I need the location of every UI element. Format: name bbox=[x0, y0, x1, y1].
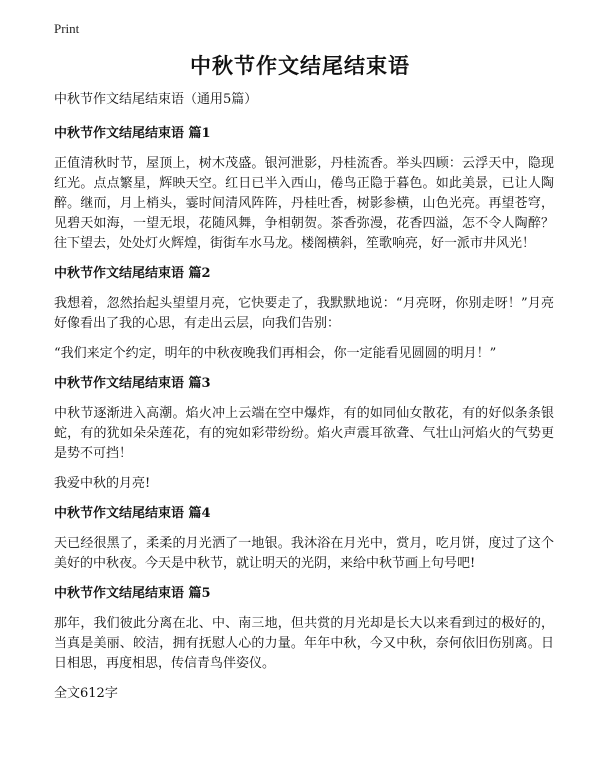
section-heading: 中秋节作文结尾结束语 篇2 bbox=[54, 266, 211, 281]
paragraph: 我爱中秋的月亮! bbox=[54, 476, 151, 491]
section-1 bbox=[54, 124, 554, 254]
paragraph: 正值清秋时节，屋顶上，树木茂盛。银河泄影，丹桂流香。举头四顾：云浮天中，隐现红光。点点繁星，辉映天空。红日已半入西山，倦鸟正隐于暮色。如此美景，已让人陶醉。继而，月上梢头，霎时间清风阵阵，丹桂吐香，树影参横，山色光亮。再望苍穹，见碧天如海，一望无垠，花随风舞，争相朝贺。茶香弥漫，花香四溢，怎不令人陶醉？往下望去，处处灯火辉煌，街街车水马龙。楼阁横斜，笙歌响亮，好一派市井风光！ bbox=[54, 156, 554, 251]
section-5 bbox=[54, 584, 554, 674]
paragraph: 天已经很黑了，柔柔的月光洒了一地银。我沐浴在月光中，赏月，吃月饼，度过了这个美好的中秋夜。今天是中秋节，就让明天的光阴，来给中秋节画上句号吧! bbox=[54, 536, 554, 571]
word-count: 全文612字 bbox=[54, 686, 118, 701]
paragraph: “我们来定个约定，明年的中秋夜晚我们再相会，你一定能看见圆圆的明月！” bbox=[54, 346, 497, 361]
section-heading: 中秋节作文结尾结束语 篇4 bbox=[54, 506, 211, 521]
print-link[interactable]: Print bbox=[54, 21, 80, 36]
document-title: 中秋节作文结尾结束语 bbox=[190, 53, 410, 78]
document-subtitle: 中秋节作文结尾结束语（通用5篇） bbox=[54, 92, 258, 107]
section-heading: 中秋节作文结尾结束语 篇1 bbox=[54, 126, 211, 141]
section-2 bbox=[54, 264, 554, 364]
paragraph: 中秋节逐渐进入高潮。焰火冲上云端在空中爆炸，有的如同仙女散花，有的好似条条银蛇，有的犹如朵朵莲花，有的宛如彩带纷纷。焰火声震耳欲聋、气壮山河焰火的气势更是势不可挡！ bbox=[54, 406, 554, 461]
section-3 bbox=[54, 374, 554, 494]
section-4 bbox=[54, 504, 554, 574]
document-body bbox=[54, 90, 554, 704]
paragraph: 我想着，忽然抬起头望望月亮，它快要走了，我默默地说：“月亮呀，你别走呀！”月亮好像看出了我的心思，有走出云层，向我们告别： bbox=[54, 296, 554, 331]
section-heading: 中秋节作文结尾结束语 篇3 bbox=[54, 376, 211, 391]
paragraph: 那年，我们彼此分离在北、中、南三地，但共赏的月光却是长大以来看到过的极好的，当真是美丽、皎洁，拥有抚慰人心的力量。年年中秋，今又中秋，奈何依旧伤别离。日日相思，再度相思，传信青鸟伴姿仪。 bbox=[54, 616, 554, 671]
section-heading: 中秋节作文结尾结束语 篇5 bbox=[54, 586, 211, 601]
